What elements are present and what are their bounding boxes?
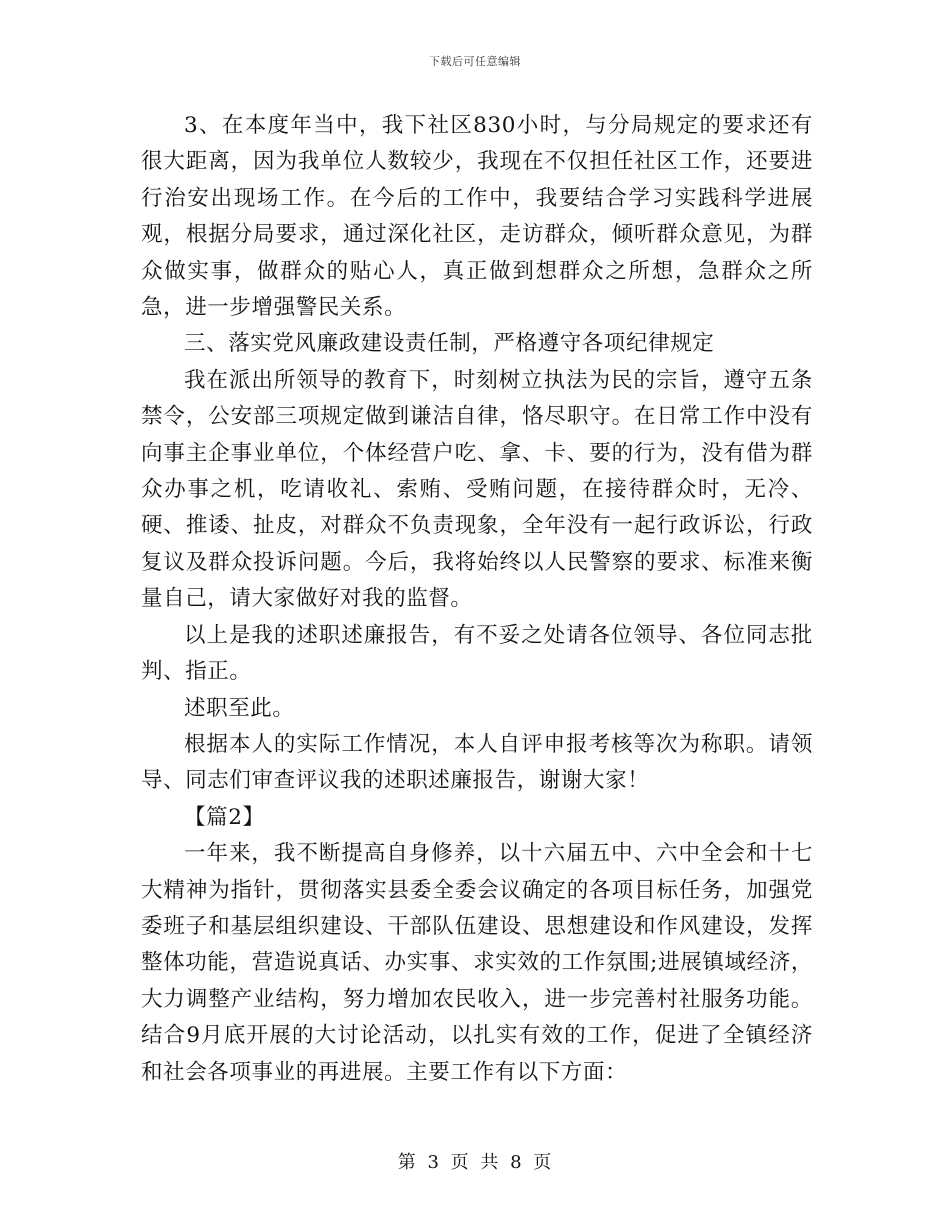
document-body (141, 108, 813, 1091)
page-footer-number: 第 3 页 共 8 页 (397, 1152, 553, 1173)
section-heading-discipline: 三、落实党风廉政建设责任制，严格遵守各项纪律规定 (184, 331, 715, 357)
page-header-note: 下载后可任意编辑 (429, 55, 521, 68)
section-label-part-2: 【篇2】 (184, 804, 265, 830)
paragraph-self-assessment: 根据本人的实际工作情况，本人自评申报考核等次为称职。请领导、同志们审查评议我的述职述廉报告，谢谢大家！ (141, 731, 813, 794)
paragraph-year-summary: 一年来，我不断提高自身修养，以十六届五中、六中全会和十七大精神为指针，贯彻落实县委全委会议确定的各项目标任务，加强党委班子和基层组织建设、干部队伍建设、思想建设和作风建设，发挥整体功能，营造说真话、办实事、求实效的工作氛围;进展镇域经济，大力调整产业结构，努力增加农民收入，进一步完善村社服务功能。结合9月底开展的大讨论活动，以扎实有效的工作，促进了全镇经济和社会各项事业的再进展。主要工作有以下方面： (141, 841, 813, 1085)
paragraph-integrity: 我在派出所领导的教育下，时刻树立执法为民的宗旨，遵守五条禁令，公安部三项规定做到谦洁自律，恪尽职守。在日常工作中没有向事主企事业单位，个体经营户吃、拿、卡、要的行为，没有借为群众办事之机，吃请收礼、索贿、受贿问题，在接待群众时，无冷、硬、推诿、扯皮，对群众不负责现象，全年没有一起行政诉讼，行政复议及群众投诉问题。今后，我将始终以人民警察的要求、标准来衡量自己，请大家做好对我的监督。 (141, 367, 813, 612)
paragraph-community-hours: 3、在本度年当中，我下社区830小时，与分局规定的要求还有很大距离，因为我单位人数较少，我现在不仅担任社区工作，还要进行治安出现场工作。在今后的工作中，我要结合学习实践科学进展观，根据分局要求，通过深化社区，走访群众，倾听群众意见，为群众做实事，做群众的贴心人，真正做到想群众之所想，急群众之所急，进一步增强警民关系。 (141, 113, 813, 321)
paragraph-closing-remark: 以上是我的述职述廉报告，有不妥之处请各位领导、各位同志批判、指正。 (141, 622, 813, 685)
paragraph-end-of-report: 述职至此。 (184, 695, 295, 721)
